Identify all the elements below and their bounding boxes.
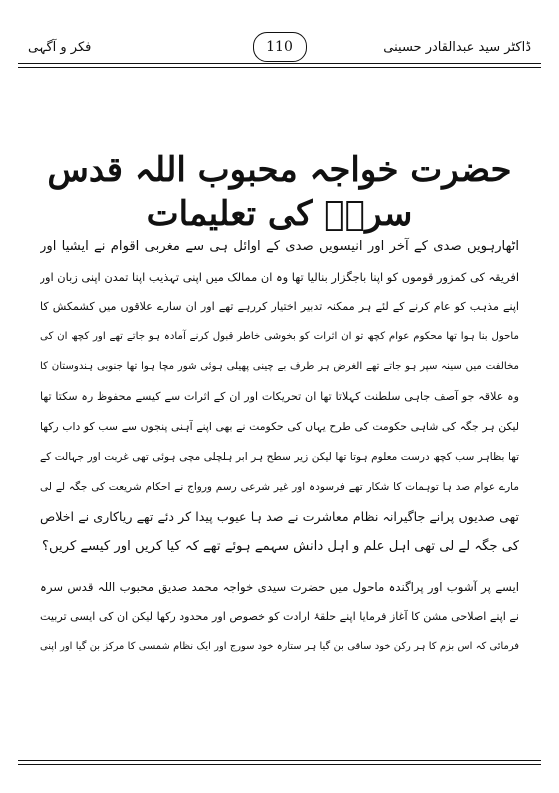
running-title-left: فکر و آگہی bbox=[28, 40, 92, 55]
text-line: وہ علاقہ جو آصف جاہی سلطنت کہلاتا تھا ان تحریکات اور ان کے اثرات سے کیسے محفوظ رہ سکتا تھا bbox=[40, 390, 519, 403]
text-line: کی جگہ لے لی تھی اہل علم و اہل دانش سہمے ہوئے تھے کہ کیا کریں اور کیسے کریں؟ bbox=[41, 539, 519, 554]
footer-rule-bottom bbox=[18, 764, 541, 765]
chapter-title: حضرت خواجہ محبوب اللہ قدس سرہٗ کی تعلیمات bbox=[47, 150, 512, 234]
page-number: 110 bbox=[253, 32, 307, 62]
header-rule-top bbox=[18, 63, 541, 64]
text-line: ایسے پر آشوب اور پراگندہ ماحول میں حضرت سیدی خواجہ محمد صدیق محبوب اللہ قدس سرہ bbox=[40, 580, 519, 594]
text-line: نے اپنے اصلاحی مشن کا آغاز فرمایا اپنے حلقۂ ارادت کو خصوص اور محدود رکھا لیکن ان کی ایسی تربیت bbox=[40, 610, 519, 623]
text-line: لیکن ہر جگہ کی شاہی حکومت کی طرح یہاں کی حکومت نے بھی اپنے آہنی پنجوں سے سب کو داب رکھا bbox=[40, 420, 519, 433]
text-line: اٹھارہویں صدی کے آخر اور انیسویں صدی کے اوائل ہی سے مغربی اقوام نے ایشیا اور bbox=[40, 239, 519, 254]
text-line: تھی صدیوں پرانے جاگیرانہ نظام معاشرت نے صد ہا عیوب پیدا کر دئے تھے ریاکاری نے اخلاص bbox=[40, 509, 519, 524]
text-line: مخالفت میں سینہ سپر ہو جاتے تھے الغرض ہر طرف بے چینی پھیلی ہوئی شور مچا ہوا تھا جنوبی ہندوستان کا bbox=[40, 361, 519, 372]
paragraph-gap bbox=[40, 562, 519, 572]
running-title-author: ڈاکٹر سید عبدالقادر حسینی bbox=[383, 40, 531, 55]
text-line: فرمائی کہ اس بزم کا ہر رکن خود ساقی بن گیا ہر ستارہ خود سورج اور ایک نظام شمسی کا مرکز بن گیا اور اپنی bbox=[40, 641, 519, 652]
text-line: مارے عوام صد ہا توہمات کا شکار تھے فرسودہ اور غیر شرعی رسم ورواج نے احکام شریعت کی جگہ لے لی bbox=[40, 481, 519, 493]
text-line: اپنے مذہب کو عام کرنے کے لئے ہر ممکنہ تدبیر اختیار کررہے تھے اور ان سارے علاقوں میں کشمکش کا bbox=[40, 300, 519, 313]
header-rule-bottom bbox=[18, 67, 541, 68]
text-line: افریقہ کی کمزور قوموں کو اپنا باجگزار بنالیا تھا وہ ان ممالک میں اپنی تہذیب اپنا تمدن اپنی زبان اور bbox=[40, 270, 519, 284]
page-header bbox=[18, 30, 541, 70]
footer-rule-top bbox=[18, 760, 541, 761]
body-text bbox=[40, 232, 519, 662]
text-line: تھا بظاہر سب کچھ درست معلوم ہوتا تھا لیکن زیر سطح ہر ابر ہلچلی مچی ہوئی تھی غربت اور جہالت کے bbox=[40, 451, 519, 463]
text-line: ماحول بنا ہوا تھا محکوم عوام کچھ تو ان اثرات کو بخوشی خاطر قبول کرنے آمادہ ہو جاتے تھے اور کچھ ان کی bbox=[40, 331, 519, 342]
